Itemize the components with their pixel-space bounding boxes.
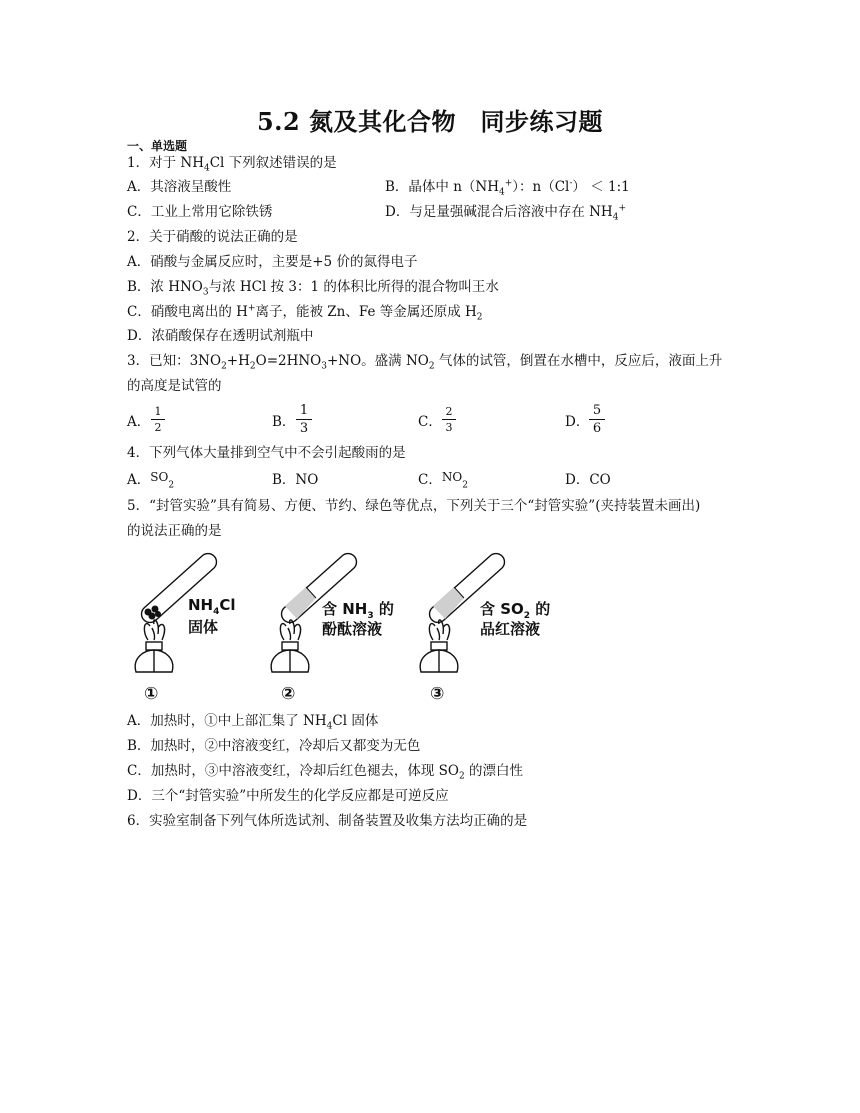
q5-option-a: A．加热时，①中上部汇集了 $NH_4Cl$ 固体 bbox=[127, 713, 379, 732]
q4-stem: 4．下列气体大量排到空气中不会引起酸雨的是 bbox=[127, 445, 406, 461]
q5-stem: 5．“封管实验”具有简易、方便、节约、绿色等优点，下列关于三个“封管实验”(夹持装置未画出) bbox=[127, 498, 701, 514]
magenta-solution bbox=[433, 587, 464, 619]
q3-option-d: D． bbox=[565, 414, 590, 430]
alcohol-lamp-1 bbox=[135, 620, 173, 672]
q5-stem-cont: 的说法正确的是 bbox=[127, 523, 222, 539]
q3-option-a: A． bbox=[127, 414, 151, 430]
fig-number-1: ① bbox=[144, 684, 159, 704]
q4-option-a: A．$SO_2$ bbox=[127, 470, 175, 491]
q3-option-c: C． bbox=[418, 414, 442, 430]
q1-option-a: A．其溶液呈酸性 bbox=[127, 179, 232, 195]
fig3-label: 含 $SO_2$ 的 bbox=[480, 600, 551, 621]
q1-option-c: C．工业上常用它除铁锈 bbox=[127, 204, 273, 220]
q1-option-d: D．与足量强碱混合后溶液中存在 $NH_4^+$ bbox=[385, 203, 626, 223]
q5-option-d: D．三个“封管实验”中所发生的化学反应都是可逆反应 bbox=[127, 788, 449, 804]
q1-stem: 1．对于 $NH_4Cl$ 下列叙述错误的是 bbox=[127, 155, 337, 174]
q3-fraction-c: $\frac{2}{3}$ bbox=[442, 405, 456, 434]
page-title: 5.2 氮及其化合物 同步练习题 bbox=[256, 107, 604, 136]
fig2-label: 含 $NH_3$ 的 bbox=[322, 600, 394, 621]
alcohol-lamp-3 bbox=[420, 620, 458, 672]
q3-stem: 3．已知：$3NO_2+H_2O=2HNO_3+NO$。盛满 $NO_2$ 气体的试管，倒置在水槽中，反应后，液面上升 bbox=[127, 353, 723, 372]
q5-option-b: B．加热时，②中溶液变红，冷却后又都变为无色 bbox=[127, 738, 421, 754]
fig1-label-2: 固体 bbox=[188, 618, 219, 636]
fig2-label-2: 酚酞溶液 bbox=[322, 620, 383, 638]
q1-option-b: B．晶体中 $n(NH_4^+)$：n（Cl-） ＜ 1:1 bbox=[385, 178, 630, 198]
q5-option-c: C．加热时，③中溶液变红，冷却后红色褪去，体现 $SO_2$ 的漂白性 bbox=[127, 763, 523, 782]
q3-fraction-a: $\frac{1}{2}$ bbox=[151, 405, 165, 434]
q2-stem: 2．关于硝酸的说法正确的是 bbox=[127, 229, 298, 245]
fig3-label-2: 品红溶液 bbox=[480, 620, 541, 638]
q4-option-d: D．CO bbox=[565, 472, 611, 488]
fig-number-3: ③ bbox=[430, 684, 445, 704]
q4-option-c: C．$NO_2$ bbox=[418, 470, 468, 491]
q2-option-a: A．硝酸与金属反应时，主要是+5 价的氮得电子 bbox=[127, 254, 418, 270]
q4-option-b: B．NO bbox=[272, 472, 319, 488]
phenolphthalein-solution bbox=[285, 587, 316, 619]
q2-option-b: B．浓 $HNO_3$与浓 HCl 按 3：1 的体积比所得的混合物叫王水 bbox=[127, 279, 499, 298]
q2-option-d: D．浓硝酸保存在透明试剂瓶中 bbox=[127, 328, 314, 344]
sealed-tube-figure bbox=[130, 548, 560, 708]
fig-number-2: ② bbox=[281, 684, 296, 704]
section-heading: 一、单选题 bbox=[127, 139, 188, 153]
q3-fraction-d: $\frac{5}{6}$ bbox=[589, 403, 605, 436]
q3-fraction-b: $\frac{1}{3}$ bbox=[296, 403, 312, 436]
fig1-label: $NH_4Cl$ bbox=[188, 596, 236, 617]
q6-stem: 6．实验室制备下列气体所选试剂、制备装置及收集方法均正确的是 bbox=[127, 813, 528, 829]
q3-stem-cont: 的高度是试管的 bbox=[127, 378, 222, 394]
alcohol-lamp-2 bbox=[271, 620, 309, 672]
q3-option-b: B． bbox=[272, 414, 296, 430]
q2-option-c: C．硝酸电离出的 H+离子，能被 Zn、Fe 等金属还原成 $H_2$ bbox=[127, 303, 483, 323]
